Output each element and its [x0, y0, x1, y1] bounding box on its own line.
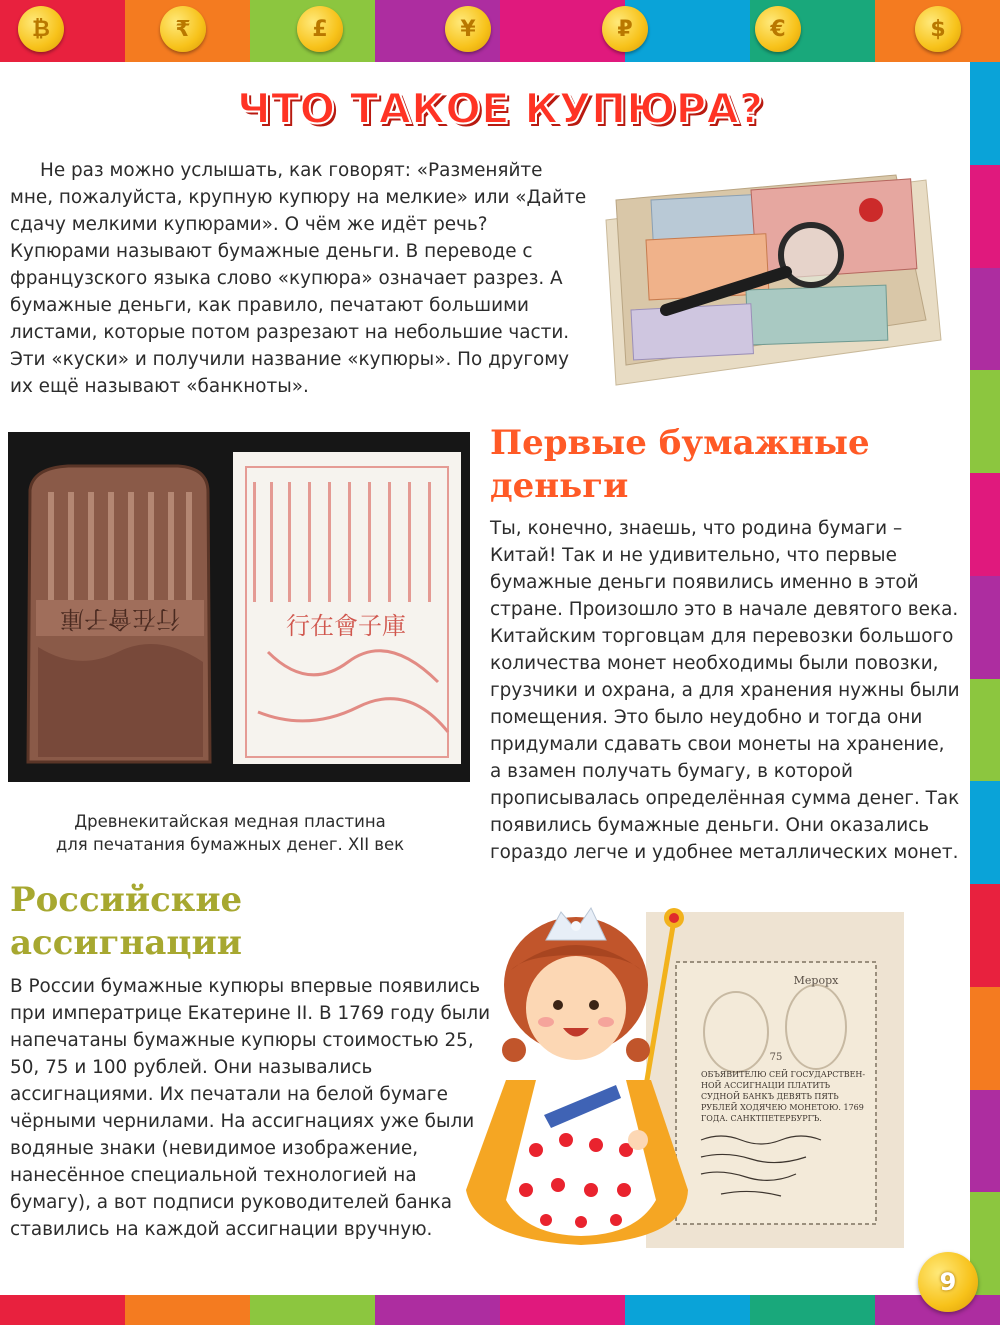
assignat-line-3: СУДНОЙ БАНКЪ ДЕВЯТЬ ПЯТЬ: [701, 1092, 839, 1101]
banknotes-magnifier-photo: [596, 160, 946, 390]
pound-coin-icon: £: [297, 6, 343, 52]
chinese-printing-plate-photo: [8, 432, 470, 782]
assignat-line-5: ГОДА. САНКТПЕТЕРБУРГЪ.: [701, 1114, 822, 1123]
assignat-line-4: РУБЛЕЙ ХОДЯЧЕЮ МОНЕТОЮ. 1769: [701, 1103, 864, 1112]
russian-assignats-paragraph: В России бумажные купюры впервые появились при императрице Екатерине II. В 1769 году были напечатаны бумажные купюры стоимостью 25, 50, 75 и 100 рублей. Они назывались ассигнациями. Их печатали на белой бумаге чёрными чернилами. На ассигнациях уже были водяные знаки (невидимое изображение, нанесённое специальной технологией на бумагу), а вот подписи руководителей банка ставились на каждой ассигнации вручную.: [10, 976, 491, 1240]
page-title: ЧТО ТАКОЕ КУПЮРА?: [236, 84, 764, 133]
heading-first-paper-money: Первые бумажные деньги: [490, 423, 870, 506]
assignat-line-2: НОЙ АССИГНАЦІИ ПЛАТИТЬ: [701, 1081, 831, 1090]
plate-characters: 行在會子庫: [60, 605, 180, 633]
heading-russian-assignats: Российские ассигнации: [10, 880, 243, 963]
ruble-coin-icon: ₽: [602, 6, 648, 52]
dollar-coin-icon: $: [915, 6, 961, 52]
caption-line-1: Древнекитайская медная пластина: [74, 812, 386, 831]
assignat-line-1: ОБЪЯВИТЕЛЮ СЕЙ ГОСУДАРСТВЕН-: [701, 1070, 866, 1079]
page-number-badge: 9: [918, 1252, 978, 1312]
assignat-number: 75: [769, 1052, 783, 1063]
yen-coin-icon: ¥: [445, 6, 491, 52]
assignat-header: Мерорх: [793, 974, 839, 987]
empress-catherine-illustration: [466, 900, 696, 1250]
rupee-coin-icon: ₹: [160, 6, 206, 52]
intro-paragraph: Не раз можно услышать, как говорят: «Разменяйте мне, пожалуйста, крупную купюру на мелкие» или «Дайте сдачу мелкими купюрами». О чём же идёт речь? Купюрами называют бумажные деньги. В переводе с французского языка слово «купюра» означает разрез. А бумажные деньги, как правило, печатают большими листами, которые потом разрезают на небольшие части. Эти «куски» и получили название «купюры». По другому их ещё называют «банкноты».: [10, 160, 587, 397]
print-characters: 行在會子庫: [286, 612, 406, 640]
photo-caption: [30, 810, 430, 856]
first-paper-money-paragraph: Ты, конечно, знаешь, что родина бумаги – Китай! Так и не удивительно, что первые бумажные деньги появились именно в этой стране. Произошло это в начале девятого века. Китайским торговцам для перевозки большого количества монет необходимы были повозки, грузчики и охрана, а для хранения нужны были помещения. Это было неудобно и тогда они придумали сдавать свои монеты на хранение, а взамен получать бумагу, в которой прописывалась определённая сумма денег. Так появились бумажные деньги. Они оказались гораздо легче и удобнее металлических монет.: [490, 518, 960, 863]
euro-coin-icon: €: [755, 6, 801, 52]
bottom-color-border: [0, 1295, 1000, 1325]
caption-line-2: для печатания бумажных денег. XII век: [55, 835, 405, 854]
right-color-border: [970, 62, 1000, 1295]
top-color-border: [0, 0, 1000, 62]
bitcoin-coin-icon: ₿: [18, 6, 64, 52]
